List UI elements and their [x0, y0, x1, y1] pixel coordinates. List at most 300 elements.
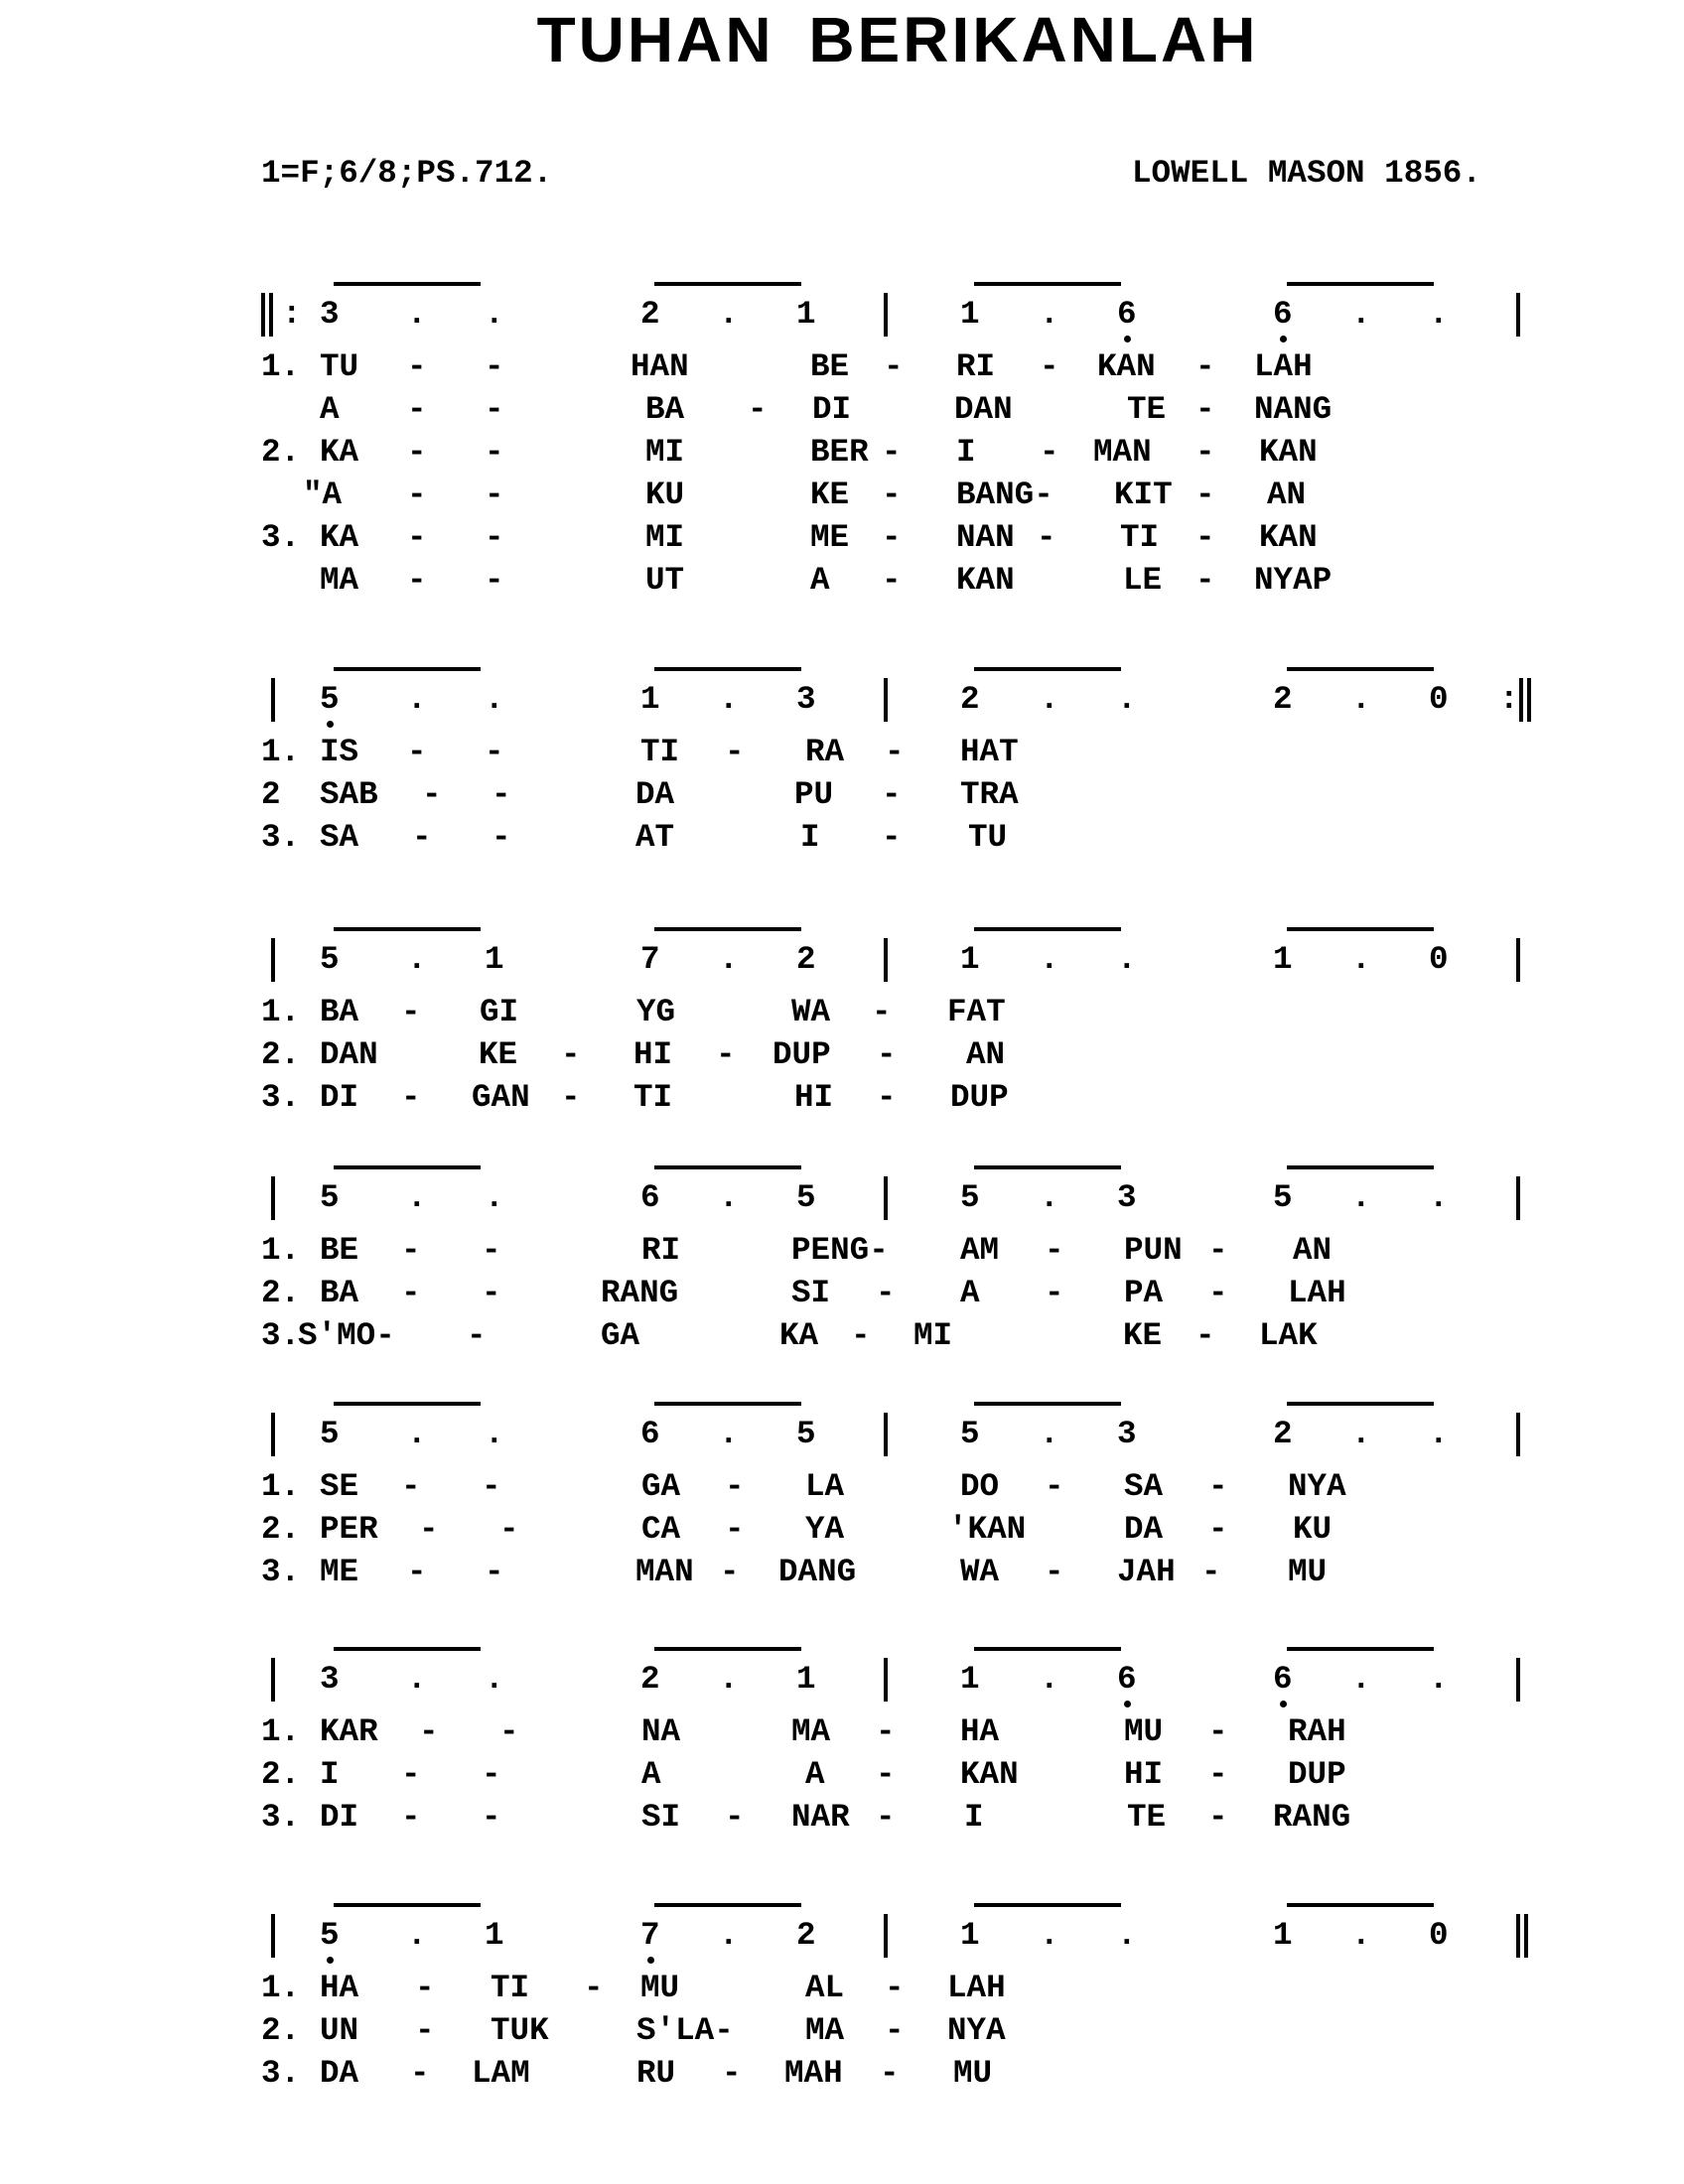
lyric-syllable: KAN — [1259, 434, 1318, 471]
note-digit: 3 — [320, 1661, 340, 1698]
lyric-dash: - — [467, 1317, 487, 1354]
lyric-syllable: HAT — [960, 734, 1019, 770]
beat-dot: . — [1040, 1917, 1059, 1954]
low-octave-dot — [327, 1957, 334, 1964]
beat-dot: . — [485, 1179, 504, 1216]
lyric-dash: - — [885, 2012, 905, 2049]
beat-dot: . — [1117, 941, 1137, 978]
lyric-dash: - — [716, 1036, 736, 1073]
barline — [271, 1914, 275, 1958]
lyric-syllable: BE — [320, 1232, 359, 1269]
lyric-syllable: KA — [320, 519, 359, 556]
lyric-dash: - — [1195, 434, 1215, 471]
lyric-dash: - — [401, 1799, 421, 1836]
beam-overline — [654, 667, 801, 671]
beat-dot: . — [1351, 1661, 1371, 1698]
note-digit: 7 — [640, 941, 660, 978]
lyric-syllable: KU — [645, 477, 685, 513]
lyric-syllable: DAN — [954, 391, 1013, 428]
lyric-syllable: 'KAN — [948, 1511, 1027, 1548]
double-barline — [261, 293, 273, 337]
lyric-syllable: KAR — [320, 1713, 378, 1750]
lyric-syllable: KA — [320, 434, 359, 471]
lyric-syllable: RA — [805, 734, 845, 770]
lyric-dash: - — [725, 734, 745, 770]
lyric-dash: - — [1045, 1232, 1064, 1269]
beat-dot: . — [1040, 296, 1059, 333]
beat-dot: . — [719, 1416, 739, 1452]
lyric-syllable: A — [805, 1756, 825, 1793]
lyric-dash: - — [1208, 1756, 1228, 1793]
beam-overline — [1287, 667, 1434, 671]
lyric-dash: - — [407, 477, 427, 513]
note-digit: 5 — [796, 1416, 816, 1452]
beat-dot: . — [1117, 681, 1137, 718]
note-digit: 2 — [640, 1661, 660, 1698]
lyric-dash: - — [401, 1275, 421, 1311]
beat-dot: . — [1351, 941, 1371, 978]
verse-number: 3. — [261, 1317, 301, 1354]
beat-dot: . — [485, 1416, 504, 1452]
low-octave-dot — [1280, 1701, 1287, 1707]
lyric-dash: - — [561, 1036, 581, 1073]
lyric-dash: - — [882, 776, 902, 813]
lyric-syllable: RI — [641, 1232, 681, 1269]
note-digit: 5 — [320, 681, 340, 718]
lyric-syllable: BANG- — [956, 477, 1053, 513]
lyric-syllable: MI — [645, 519, 685, 556]
lyric-syllable: BE — [810, 348, 850, 385]
beat-dot: . — [1429, 296, 1449, 333]
repeat-colon: : — [282, 296, 302, 333]
lyric-syllable: LAH — [1288, 1275, 1346, 1311]
lyric-syllable: NAR — [791, 1799, 850, 1836]
lyric-dash: - — [1195, 348, 1215, 385]
lyric-dash: - — [882, 519, 902, 556]
lyric-dash: - — [499, 1713, 519, 1750]
note-digit: 6 — [1273, 1661, 1293, 1698]
note-digit: 2 — [1273, 681, 1293, 718]
note-digit: 5 — [320, 1917, 340, 1954]
lyric-dash: - — [1195, 1317, 1215, 1354]
verse-number: 2. — [261, 1756, 301, 1793]
lyric-syllable: FAT — [947, 994, 1006, 1030]
low-octave-dot — [1124, 336, 1131, 342]
beam-overline — [1287, 1647, 1434, 1651]
lyric-syllable: CA — [641, 1511, 681, 1548]
barline — [1516, 1658, 1520, 1702]
note-digit: 2 — [640, 296, 660, 333]
lyric-syllable: BA — [320, 1275, 359, 1311]
beat-dot: . — [1040, 941, 1059, 978]
lyric-syllable: KIT — [1114, 477, 1173, 513]
beat-dot: . — [1351, 681, 1371, 718]
lyric-syllable: MI — [645, 434, 685, 471]
lyric-syllable: GI — [480, 994, 519, 1030]
lyric-syllable: NYA — [1288, 1468, 1346, 1505]
lyric-dash: - — [1208, 1232, 1228, 1269]
lyric-syllable: RU — [636, 2055, 676, 2092]
lyric-dash: - — [412, 819, 432, 856]
beam-overline — [1287, 1402, 1434, 1406]
lyric-syllable: MAH — [784, 2055, 843, 2092]
lyric-syllable: "A — [303, 477, 343, 513]
beat-dot: . — [1429, 1416, 1449, 1452]
lyric-dash: - — [485, 477, 504, 513]
verse-number: 1. — [261, 734, 301, 770]
lyric-syllable: LAK — [1259, 1317, 1318, 1354]
beat-dot: . — [485, 1661, 504, 1698]
beam-overline — [974, 1165, 1121, 1169]
lyric-syllable: DA — [635, 776, 675, 813]
verse-number: 3. — [261, 519, 301, 556]
lyric-dash: - — [725, 1511, 745, 1548]
beam-overline — [1287, 927, 1434, 931]
verse-number: 3. — [261, 2055, 301, 2092]
lyric-syllable: KAN — [1097, 348, 1156, 385]
verse-number: 2. — [261, 434, 301, 471]
verse-number: 1. — [261, 1468, 301, 1505]
lyric-dash: - — [407, 562, 427, 599]
beat-dot: . — [1351, 1416, 1371, 1452]
note-digit: 2 — [960, 681, 980, 718]
note-digit: 3 — [1117, 1179, 1137, 1216]
lyric-syllable: I — [956, 434, 976, 471]
lyric-dash: - — [748, 391, 768, 428]
barline — [271, 678, 275, 722]
note-digit: 3 — [320, 296, 340, 333]
lyric-dash: - — [485, 348, 504, 385]
lyric-syllable: KE — [1123, 1317, 1163, 1354]
lyric-syllable: DI — [320, 1799, 359, 1836]
note-digit: 6 — [640, 1416, 660, 1452]
lyric-syllable: KAN — [960, 1756, 1019, 1793]
lyric-syllable: SI — [641, 1799, 681, 1836]
lyric-syllable: AM — [960, 1232, 1000, 1269]
note-digit: 6 — [1117, 1661, 1137, 1698]
lyric-dash: - — [1195, 477, 1215, 513]
lyric-syllable: BA — [645, 391, 685, 428]
barline — [1516, 938, 1520, 982]
lyric-dash: - — [491, 819, 511, 856]
lyric-syllable: NYAP — [1254, 562, 1333, 599]
verse-number: 2. — [261, 1275, 301, 1311]
barline — [884, 678, 888, 722]
lyric-syllable: KE — [810, 477, 850, 513]
beat-dot: . — [407, 1661, 427, 1698]
lyric-syllable: A — [320, 391, 340, 428]
beat-dot: . — [407, 296, 427, 333]
lyric-dash: - — [882, 477, 902, 513]
lyric-syllable: WA — [791, 994, 831, 1030]
beam-overline — [974, 1402, 1121, 1406]
lyric-syllable: S'LA- — [636, 2012, 734, 2049]
note-digit: 1 — [796, 296, 816, 333]
barline — [884, 938, 888, 982]
lyric-dash: - — [401, 994, 421, 1030]
low-octave-dot — [1124, 1701, 1131, 1707]
lyric-dash: - — [720, 1554, 740, 1590]
lyric-syllable: NANG — [1254, 391, 1333, 428]
lyric-syllable: LE — [1123, 562, 1163, 599]
note-digit: 1 — [960, 1917, 980, 1954]
note-digit: 1 — [485, 941, 504, 978]
lyric-dash: - — [1195, 519, 1215, 556]
lyric-syllable: TRA — [960, 776, 1019, 813]
barline — [1516, 293, 1520, 337]
lyric-dash: - — [482, 1275, 501, 1311]
beat-dot: . — [1117, 1917, 1137, 1954]
lyric-syllable: SAB — [320, 776, 378, 813]
verse-number: 1. — [261, 994, 301, 1030]
note-digit: 1 — [960, 296, 980, 333]
lyric-syllable: MU — [640, 1970, 680, 2006]
lyric-dash: - — [401, 1756, 421, 1793]
note-digit: 6 — [640, 1179, 660, 1216]
lyric-syllable: TI — [633, 1079, 673, 1116]
beam-overline — [334, 1165, 481, 1169]
lyric-dash: - — [1045, 1468, 1064, 1505]
barline — [884, 1413, 888, 1456]
lyric-dash: - — [876, 1756, 896, 1793]
lyric-syllable: LAH — [947, 1970, 1006, 2006]
beat-dot: . — [407, 681, 427, 718]
beam-overline — [654, 1165, 801, 1169]
lyric-syllable: UN — [320, 2012, 359, 2049]
lyric-syllable: NAN — [956, 519, 1015, 556]
lyric-syllable: MU — [1288, 1554, 1328, 1590]
lyric-dash: - — [882, 434, 902, 471]
lyric-syllable: ME — [320, 1554, 359, 1590]
lyric-dash: - — [1208, 1713, 1228, 1750]
lyric-dash: - — [1208, 1799, 1228, 1836]
lyric-dash: - — [584, 1970, 604, 2006]
lyric-dash: - — [407, 734, 427, 770]
barline — [884, 1176, 888, 1220]
lyric-syllable: DAN — [320, 1036, 378, 1073]
lyric-syllable: HA — [320, 1970, 359, 2006]
lyric-dash: - — [885, 1970, 905, 2006]
lyric-syllable: AN — [1267, 477, 1307, 513]
lyric-dash: - — [407, 348, 427, 385]
lyric-dash: - — [882, 819, 902, 856]
lyric-syllable: DO — [960, 1468, 1000, 1505]
verse-number: 1. — [261, 348, 301, 385]
barline — [1516, 1413, 1520, 1456]
note-digit: 0 — [1429, 941, 1449, 978]
barline — [271, 1176, 275, 1220]
lyric-syllable: PENG- — [791, 1232, 889, 1269]
beam-overline — [974, 667, 1121, 671]
lyric-syllable: AT — [635, 819, 675, 856]
lyric-dash: - — [1208, 1468, 1228, 1505]
verse-number: 3. — [261, 1799, 301, 1836]
note-digit: 5 — [960, 1416, 980, 1452]
note-digit: 1 — [640, 681, 660, 718]
double-barline — [1519, 678, 1531, 722]
lyric-syllable: IS — [320, 734, 359, 770]
lyric-syllable: S'MO- — [298, 1317, 395, 1354]
beat-dot: . — [1040, 1179, 1059, 1216]
beat-dot: . — [1040, 1416, 1059, 1452]
lyric-syllable: AN — [1293, 1232, 1333, 1269]
lyric-dash: - — [725, 1799, 745, 1836]
lyric-syllable: HI — [633, 1036, 673, 1073]
beat-dot: . — [1429, 1179, 1449, 1216]
lyric-syllable: KAN — [1259, 519, 1318, 556]
lyric-syllable: I — [320, 1756, 340, 1793]
lyric-syllable: DUP — [1288, 1756, 1346, 1793]
lyric-dash: - — [872, 994, 892, 1030]
lyric-dash: - — [876, 1713, 896, 1750]
composer-credit: LOWELL MASON 1856. — [1132, 155, 1481, 192]
verse-number: 3. — [261, 1079, 301, 1116]
lyric-syllable: DI — [320, 1079, 359, 1116]
beam-overline — [974, 282, 1121, 286]
lyric-syllable: DI — [812, 391, 852, 428]
note-digit: 5 — [796, 1179, 816, 1216]
barline — [884, 1914, 888, 1958]
lyric-dash: - — [876, 1799, 896, 1836]
lyric-syllable: DUP — [772, 1036, 831, 1073]
lyric-dash: - — [482, 1468, 501, 1505]
lyric-dash: - — [882, 562, 902, 599]
lyric-dash: - — [1208, 1511, 1228, 1548]
lyric-dash: - — [1195, 391, 1215, 428]
beat-dot: . — [719, 681, 739, 718]
lyric-syllable: TUK — [491, 2012, 549, 2049]
beam-overline — [974, 1647, 1121, 1651]
lyric-dash: - — [1195, 562, 1215, 599]
lyric-syllable: KA — [779, 1317, 819, 1354]
note-digit: 7 — [640, 1917, 660, 1954]
lyric-dash: - — [561, 1079, 581, 1116]
lyric-dash: - — [877, 1036, 897, 1073]
beam-overline — [654, 1402, 801, 1406]
lyric-syllable: JAH — [1117, 1554, 1176, 1590]
barline — [884, 1658, 888, 1702]
lyric-dash: - — [885, 734, 905, 770]
lyric-syllable: TI — [1120, 519, 1160, 556]
lyric-syllable: MAN — [635, 1554, 694, 1590]
lyric-syllable: NYA — [947, 2012, 1006, 2049]
note-digit: 5 — [1273, 1179, 1293, 1216]
lyric-syllable: BER — [810, 434, 869, 471]
lyric-syllable: LAH — [1254, 348, 1313, 385]
lyric-dash: - — [485, 734, 504, 770]
lyric-dash: - — [485, 562, 504, 599]
lyric-syllable: KU — [1293, 1511, 1333, 1548]
lyric-dash: - — [422, 776, 442, 813]
lyric-syllable: MAN — [1093, 434, 1152, 471]
lyric-syllable: RANG — [601, 1275, 679, 1311]
lyric-syllable: A — [960, 1275, 980, 1311]
lyric-syllable: A — [641, 1756, 661, 1793]
lyric-syllable: RANG — [1273, 1799, 1351, 1836]
lyric-dash: - — [482, 1756, 501, 1793]
low-octave-dot — [1280, 336, 1287, 342]
key-time-signature: 1=F;6/8;PS.712. — [261, 155, 553, 192]
lyric-syllable: BA — [320, 994, 359, 1030]
lyric-dash: - — [485, 391, 504, 428]
lyric-dash: - — [407, 1554, 427, 1590]
lyric-syllable: AN — [966, 1036, 1006, 1073]
note-digit: 2 — [796, 1917, 816, 1954]
beat-dot: . — [719, 296, 739, 333]
lyric-dash: - — [401, 1468, 421, 1505]
beat-dot: . — [407, 941, 427, 978]
beat-dot: . — [407, 1416, 427, 1452]
lyric-syllable: RI — [956, 348, 996, 385]
beat-dot: . — [1429, 1661, 1449, 1698]
lyric-syllable: YA — [805, 1511, 845, 1548]
beam-overline — [334, 1903, 481, 1907]
lyric-syllable: DANG — [778, 1554, 857, 1590]
lyric-dash: - — [877, 1079, 897, 1116]
lyric-dash: - — [884, 348, 904, 385]
verse-number: 2 — [261, 776, 281, 813]
lyric-dash: - — [1208, 1275, 1228, 1311]
lyric-syllable: KE — [479, 1036, 518, 1073]
lyric-dash: - — [1201, 1554, 1221, 1590]
beam-overline — [654, 1647, 801, 1651]
verse-number: 1. — [261, 1713, 301, 1750]
lyric-syllable: SA — [320, 819, 359, 856]
lyric-syllable: MI — [913, 1317, 953, 1354]
lyric-dash: - — [419, 1713, 439, 1750]
beat-dot: . — [1351, 296, 1371, 333]
lyric-syllable: YG — [636, 994, 676, 1030]
note-digit: 1 — [796, 1661, 816, 1698]
lyric-dash: - — [1040, 434, 1059, 471]
note-digit: 3 — [796, 681, 816, 718]
low-octave-dot — [647, 1957, 654, 1964]
beam-overline — [334, 282, 481, 286]
lyric-dash: - — [880, 2055, 900, 2092]
note-digit: 0 — [1429, 1917, 1449, 1954]
lyric-syllable: TI — [491, 1970, 530, 2006]
double-barline — [1516, 1914, 1528, 1958]
beat-dot: . — [407, 1179, 427, 1216]
lyric-syllable: TU — [968, 819, 1008, 856]
verse-number: 1. — [261, 1970, 301, 2006]
verse-number: 2. — [261, 2012, 301, 2049]
note-digit: 0 — [1429, 681, 1449, 718]
note-digit: 1 — [485, 1917, 504, 1954]
note-digit: 1 — [1273, 941, 1293, 978]
lyric-dash: - — [1045, 1554, 1064, 1590]
beat-dot: . — [1351, 1179, 1371, 1216]
beat-dot: . — [1040, 681, 1059, 718]
note-digit: 1 — [1273, 1917, 1293, 1954]
lyric-syllable: TU — [320, 348, 359, 385]
lyric-dash: - — [485, 434, 504, 471]
lyric-syllable: KAN — [956, 562, 1015, 599]
repeat-colon: : — [1499, 681, 1519, 718]
beat-dot: . — [485, 296, 504, 333]
beat-dot: . — [719, 1179, 739, 1216]
lyric-syllable: MA — [320, 562, 359, 599]
lyric-syllable: NA — [641, 1713, 681, 1750]
lyric-syllable: TI — [640, 734, 680, 770]
lyric-syllable: GA — [601, 1317, 640, 1354]
lyric-dash: - — [491, 776, 511, 813]
verse-number: 2. — [261, 1036, 301, 1073]
beam-overline — [974, 1903, 1121, 1907]
lyric-syllable: MU — [1124, 1713, 1164, 1750]
lyric-syllable: GA — [641, 1468, 681, 1505]
beam-overline — [654, 282, 801, 286]
